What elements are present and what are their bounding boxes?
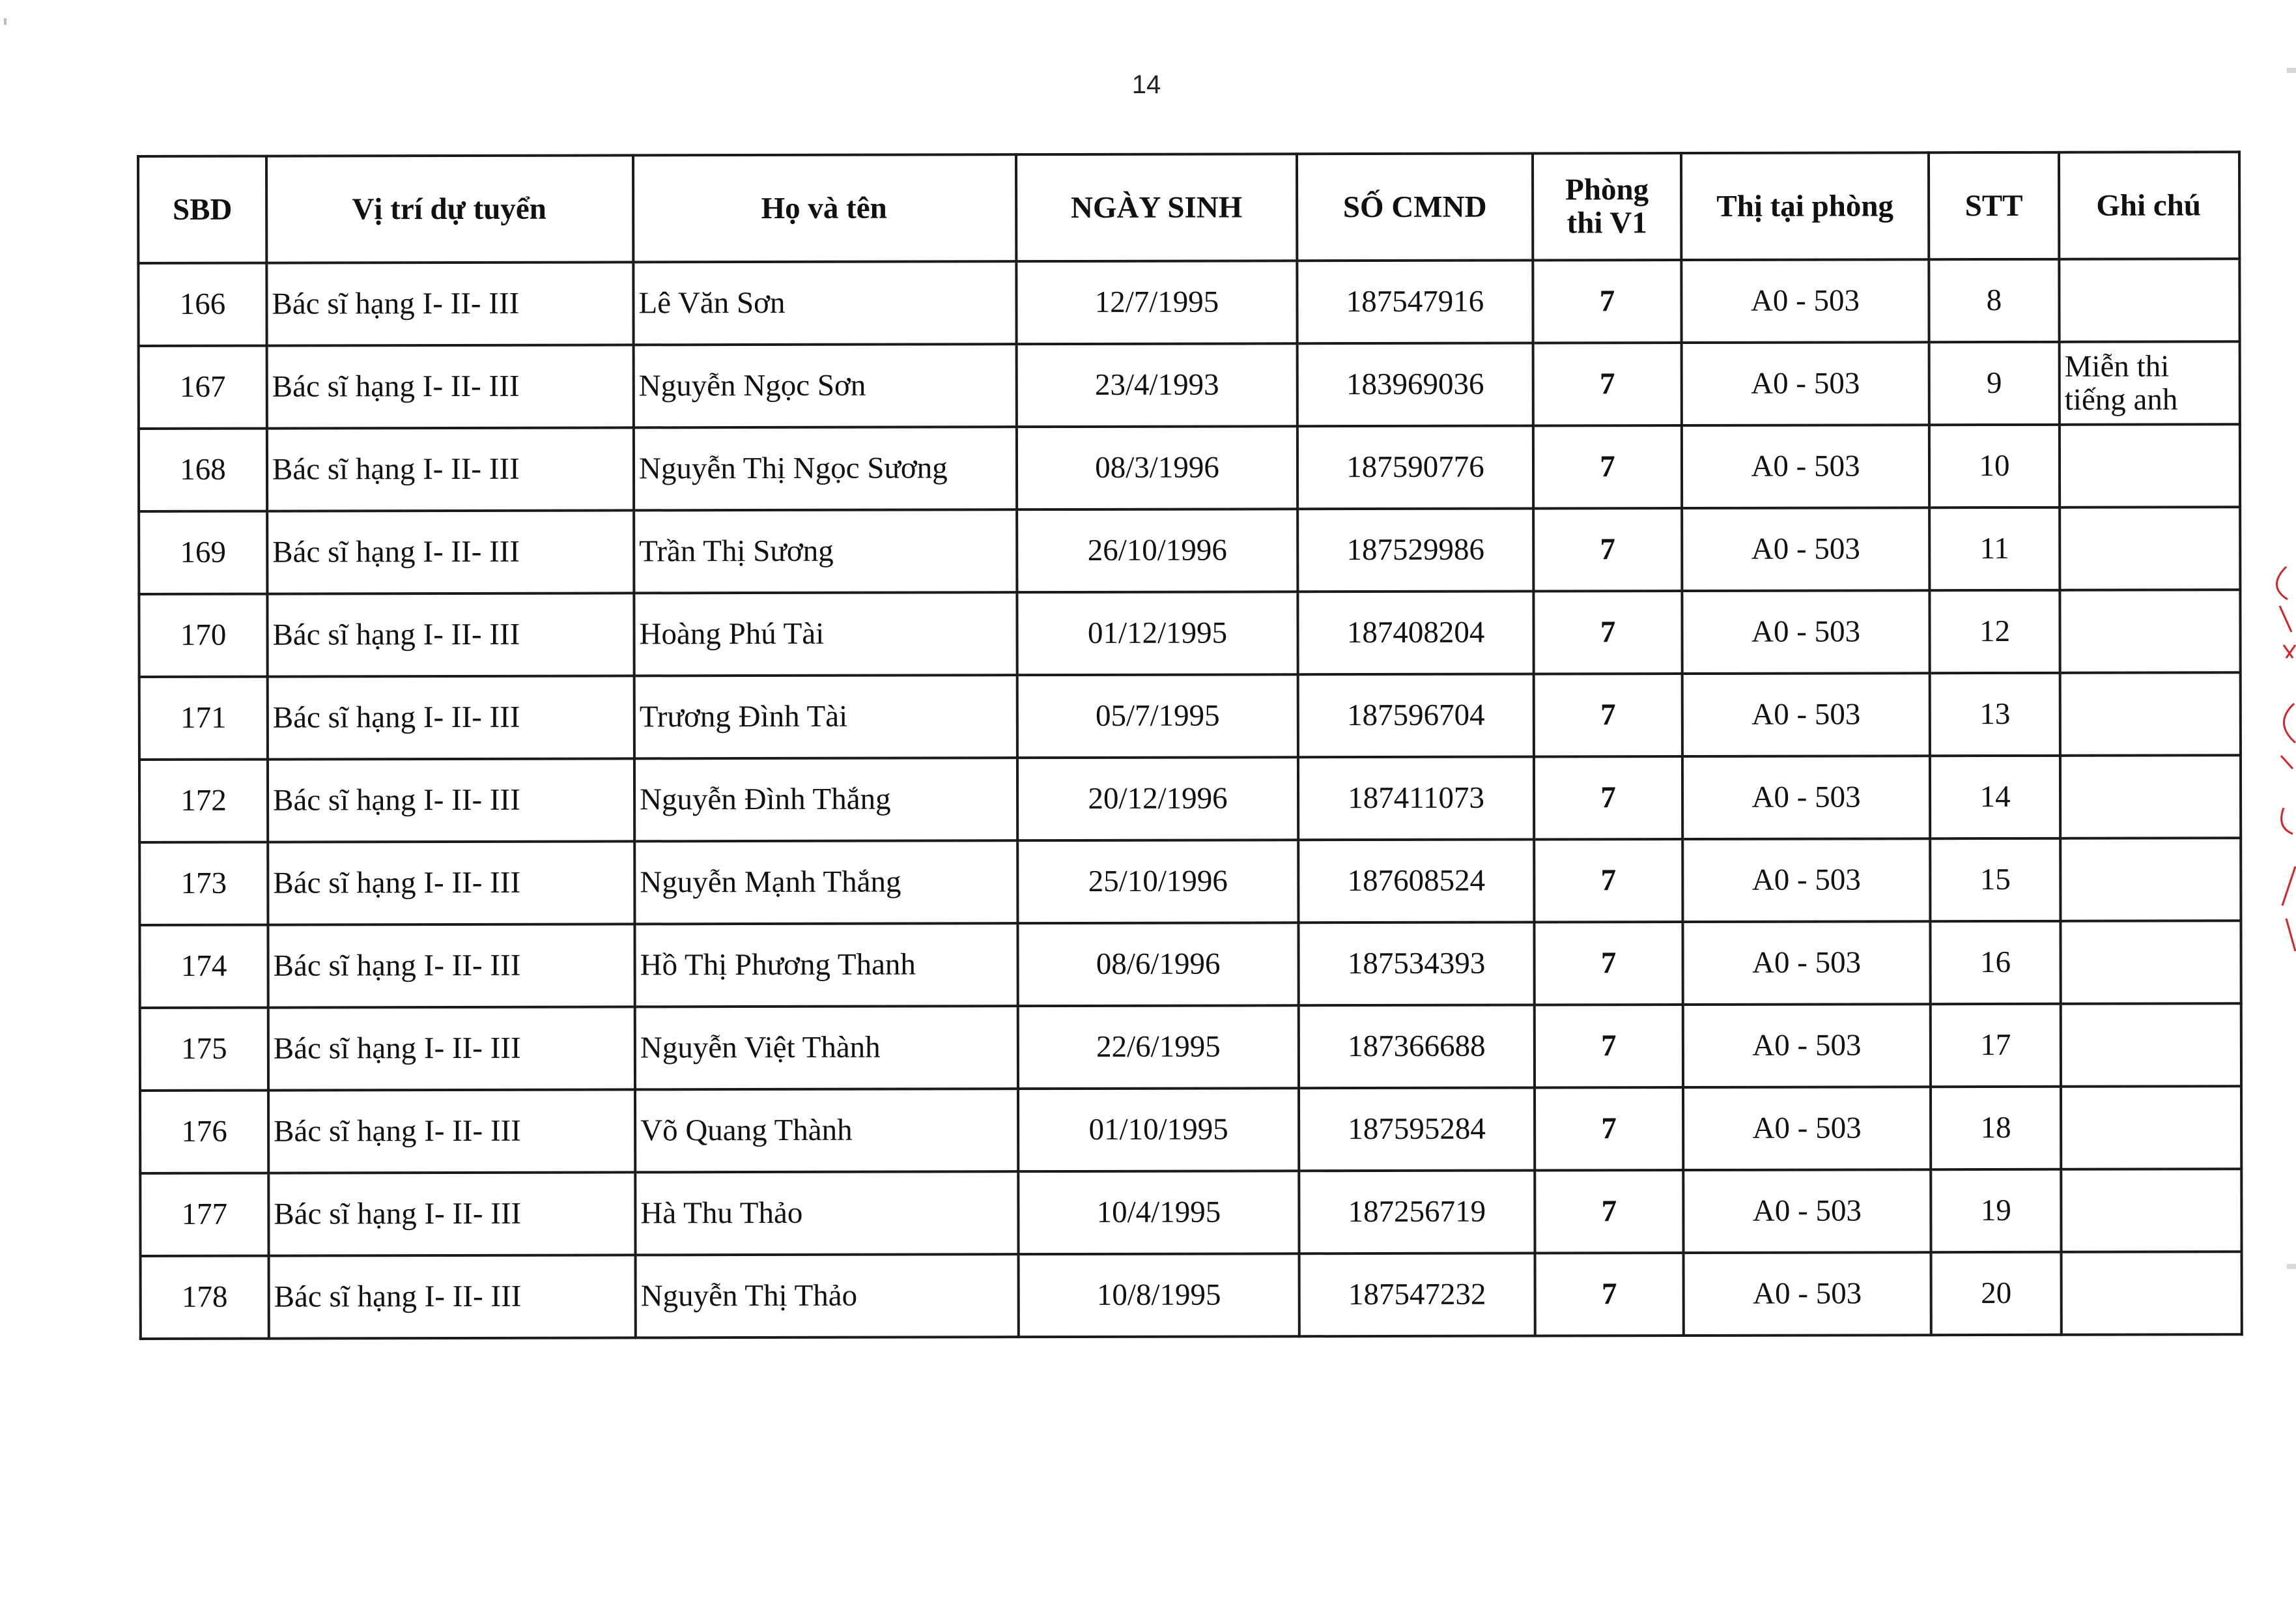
cell-position: Bác sĩ hạng I- II- III [267, 593, 634, 676]
header-position: Vị trí dự tuyển [266, 155, 633, 263]
note-line [2066, 1045, 2235, 1046]
cell-cmnd: 187547232 [1299, 1253, 1535, 1337]
note-line: Miễn thi [2064, 349, 2170, 384]
table-row [140, 1003, 2241, 1091]
cell-room: 7 [1534, 756, 1682, 839]
cell-position: Bác sĩ hạng I- II- III [268, 758, 634, 842]
cell-note [2059, 259, 2239, 342]
header-room-line1: Phòng [1565, 173, 1649, 207]
page-edge-mark [2287, 1264, 2296, 1269]
cell-position: Bác sĩ hạng I- II- III [267, 510, 634, 594]
cell-note [2061, 1169, 2241, 1252]
cell-exam-room: A0 - 503 [1682, 342, 1929, 425]
cell-exam-room: A0 - 503 [1683, 1169, 1931, 1253]
note-line [2065, 631, 2234, 632]
cell-position: Bác sĩ hạng I- II- III [268, 841, 634, 924]
cell-sbd: 168 [139, 429, 267, 511]
cell-name: Hồ Thị Phương Thanh [634, 923, 1017, 1007]
note-line [2065, 714, 2234, 715]
cell-dob: 22/6/1995 [1018, 1005, 1299, 1089]
note-line [2066, 1210, 2235, 1211]
cell-cmnd: 187596704 [1298, 674, 1534, 758]
cell-note [2060, 755, 2241, 838]
table-row [141, 1252, 2242, 1339]
cell-room: 7 [1533, 343, 1682, 425]
note-line [2066, 1045, 2235, 1046]
cell-exam-room: A0 - 503 [1682, 838, 1930, 922]
cell-exam-room: A0 - 503 [1683, 1087, 1931, 1170]
cell-position: Bác sĩ hạng I- II- III [266, 262, 633, 345]
cell-stt: 8 [1929, 259, 2059, 342]
cell-dob: 20/12/1996 [1017, 757, 1298, 840]
candidate-table-wrapper [137, 151, 2202, 1340]
header-cmnd: SỐ CMND [1297, 154, 1533, 261]
cell-position: Bác sĩ hạng I- II- III [269, 1255, 636, 1338]
cell-dob: 23/4/1993 [1017, 343, 1297, 427]
note-line: tiếng anh [2064, 382, 2178, 417]
cell-sbd: 170 [139, 594, 267, 677]
cell-name: Nguyễn Thị Ngọc Sương [634, 427, 1017, 510]
table-row [138, 259, 2239, 346]
note-line [2066, 1210, 2235, 1211]
cell-name: Trần Thị Sương [634, 509, 1017, 593]
cell-position: Bác sĩ hạng I- II- III [268, 1007, 635, 1090]
cell-sbd: 177 [140, 1173, 268, 1256]
cell-note [2060, 838, 2241, 921]
header-sbd: SBD [138, 156, 266, 263]
cell-exam-room: A0 - 503 [1683, 1004, 1931, 1087]
cell-note [2061, 1003, 2241, 1087]
cell-room: 7 [1535, 1005, 1683, 1087]
cell-exam-room: A0 - 503 [1682, 590, 1929, 674]
cell-note [2060, 341, 2240, 425]
cell-position: Bác sĩ hạng I- II- III [268, 676, 634, 759]
cell-cmnd: 187590776 [1297, 426, 1533, 509]
header-exam-room: Thị tại phòng [1681, 152, 1929, 260]
cell-note [2060, 672, 2241, 756]
cell-name: Lê Văn Sơn [633, 261, 1016, 345]
cell-dob: 12/7/1995 [1016, 261, 1297, 344]
cell-dob: 26/10/1996 [1017, 509, 1297, 592]
cell-name: Nguyễn Thị Thảo [636, 1254, 1019, 1337]
candidate-table [137, 150, 2243, 1340]
cell-dob: 01/10/1995 [1018, 1088, 1299, 1171]
cell-room: 7 [1533, 508, 1682, 591]
note-line [2067, 1293, 2235, 1294]
cell-sbd: 173 [139, 842, 268, 925]
cell-exam-room: A0 - 503 [1682, 508, 1929, 591]
table-row [139, 424, 2240, 511]
cell-note [2060, 507, 2240, 590]
cell-room: 7 [1535, 1170, 1683, 1253]
cell-name: Hoàng Phú Tài [634, 592, 1017, 676]
cell-dob: 01/12/1995 [1017, 592, 1297, 675]
cell-note [2060, 921, 2241, 1004]
cell-sbd: 167 [139, 346, 267, 429]
cell-dob: 05/7/1995 [1017, 674, 1298, 758]
cell-note [2061, 1086, 2241, 1169]
red-seal-icon [2241, 560, 2296, 964]
cell-dob: 08/6/1996 [1017, 923, 1298, 1006]
cell-stt: 13 [1930, 673, 2060, 756]
cell-sbd: 175 [140, 1008, 268, 1091]
header-room-line2: thi V1 [1566, 206, 1647, 240]
table-row [139, 755, 2241, 842]
cell-stt: 16 [1930, 921, 2060, 1004]
table-row [139, 838, 2241, 925]
scan-artifact [4, 18, 7, 25]
note-line [2064, 300, 2233, 301]
table-row [139, 507, 2240, 594]
cell-position: Bác sĩ hạng I- II- III [268, 924, 634, 1007]
cell-name: Trương Đình Tài [634, 675, 1017, 758]
table-row [140, 1086, 2241, 1173]
note-line [2067, 1293, 2235, 1294]
cell-name: Nguyễn Đình Thắng [634, 758, 1017, 841]
table-row [139, 672, 2241, 760]
cell-room: 7 [1535, 1253, 1684, 1336]
header-row [138, 152, 2239, 263]
note-line [2066, 962, 2235, 963]
cell-exam-room: A0 - 503 [1682, 673, 1930, 756]
cell-note [2062, 1252, 2242, 1335]
cell-name: Nguyễn Việt Thành [635, 1006, 1018, 1089]
cell-dob: 25/10/1996 [1017, 840, 1298, 923]
cell-cmnd: 187595284 [1299, 1088, 1535, 1171]
page-edge-mark [2287, 68, 2296, 73]
table-row [139, 921, 2241, 1008]
cell-stt: 19 [1931, 1169, 2061, 1252]
cell-sbd: 166 [138, 263, 266, 346]
cell-name: Nguyễn Ngọc Sơn [634, 344, 1017, 427]
cell-dob: 08/3/1996 [1017, 426, 1297, 509]
cell-cmnd: 187411073 [1298, 757, 1534, 840]
cell-stt: 15 [1930, 838, 2060, 921]
cell-dob: 10/8/1995 [1019, 1253, 1299, 1337]
cell-room: 7 [1533, 425, 1682, 508]
cell-position: Bác sĩ hạng I- II- III [267, 427, 634, 511]
cell-position: Bác sĩ hạng I- II- III [268, 1172, 635, 1255]
cell-stt: 12 [1929, 590, 2060, 673]
header-dob: NGÀY SINH [1016, 154, 1297, 261]
cell-exam-room: A0 - 503 [1682, 756, 1930, 839]
table-row [140, 1169, 2241, 1256]
cell-name: Nguyễn Mạnh Thắng [634, 840, 1017, 924]
cell-cmnd: 187366688 [1299, 1005, 1535, 1089]
cell-stt: 10 [1929, 425, 2060, 508]
cell-stt: 14 [1930, 756, 2060, 838]
cell-name: Võ Quang Thành [635, 1089, 1018, 1172]
cell-cmnd: 187547916 [1297, 261, 1533, 344]
header-stt: STT [1929, 152, 2059, 259]
cell-cmnd: 183969036 [1297, 343, 1533, 427]
note-line [2066, 962, 2235, 963]
cell-stt: 9 [1929, 342, 2060, 425]
note-line [2065, 714, 2234, 715]
header-note: Ghi chú [2059, 152, 2239, 259]
cell-sbd: 171 [139, 677, 268, 760]
cell-cmnd: 187529986 [1297, 509, 1533, 592]
cell-note [2060, 424, 2240, 508]
cell-position: Bác sĩ hạng I- II- III [267, 345, 634, 428]
cell-cmnd: 187608524 [1298, 840, 1534, 923]
cell-sbd: 172 [139, 760, 268, 842]
cell-room: 7 [1534, 839, 1682, 922]
cell-stt: 20 [1931, 1252, 2062, 1335]
cell-room: 7 [1534, 922, 1682, 1005]
cell-note [2060, 590, 2240, 673]
cell-stt: 18 [1931, 1087, 2061, 1169]
note-line [2064, 300, 2233, 301]
cell-stt: 11 [1929, 508, 2060, 590]
cell-sbd: 176 [140, 1091, 268, 1173]
table-body [138, 259, 2241, 1339]
header-name: Họ và tên [633, 154, 1016, 262]
cell-cmnd: 187408204 [1297, 592, 1533, 675]
table-header [138, 152, 2239, 263]
table-row [139, 590, 2240, 677]
page-number: 14 [1131, 70, 1161, 99]
cell-name: Hà Thu Thảo [635, 1171, 1018, 1255]
table-row [139, 341, 2240, 429]
cell-exam-room: A0 - 503 [1682, 921, 1930, 1005]
cell-room: 7 [1534, 674, 1682, 756]
cell-dob: 10/4/1995 [1018, 1171, 1299, 1254]
note-line [2065, 631, 2234, 632]
cell-room: 7 [1535, 1087, 1683, 1170]
cell-sbd: 169 [139, 511, 267, 594]
cell-stt: 17 [1931, 1004, 2061, 1087]
cell-exam-room: A0 - 503 [1684, 1252, 1931, 1336]
cell-cmnd: 187256719 [1299, 1171, 1535, 1254]
header-room [1533, 153, 1681, 260]
cell-sbd: 178 [141, 1256, 269, 1339]
cell-cmnd: 187534393 [1298, 923, 1534, 1006]
cell-position: Bác sĩ hạng I- II- III [268, 1089, 635, 1173]
cell-room: 7 [1533, 591, 1682, 674]
cell-sbd: 174 [139, 925, 268, 1008]
cell-exam-room: A0 - 503 [1682, 425, 1929, 508]
cell-exam-room: A0 - 503 [1681, 259, 1929, 343]
cell-room: 7 [1533, 260, 1681, 343]
